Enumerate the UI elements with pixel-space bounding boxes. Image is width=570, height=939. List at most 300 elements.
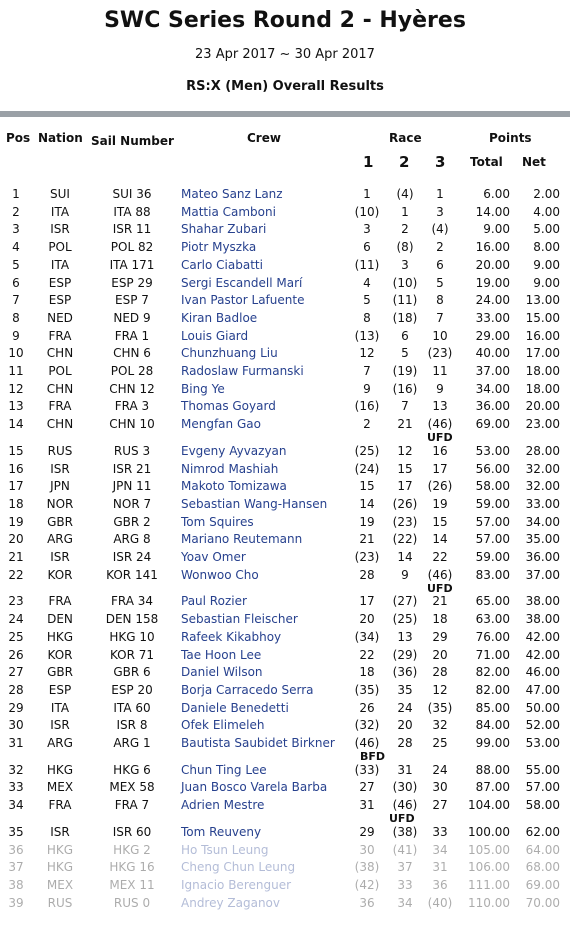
table-row xyxy=(0,274,570,292)
crew-name[interactable]: Piotr Myszka xyxy=(181,240,257,255)
net-points: 35.00 xyxy=(525,532,560,547)
race-2-score: (30) xyxy=(392,780,418,795)
table-row xyxy=(0,309,570,327)
total-points: 106.00 xyxy=(468,860,510,875)
crew-name[interactable]: Makoto Tomizawa xyxy=(181,479,287,494)
net-points: 17.00 xyxy=(525,346,560,361)
total-points: 65.00 xyxy=(475,594,510,609)
race-1-score: 7 xyxy=(363,364,371,378)
position-cell: 29 xyxy=(8,700,24,715)
total-points: 88.00 xyxy=(475,762,510,777)
race-3-score: 32 xyxy=(432,718,448,733)
net-points: 42.00 xyxy=(525,629,560,644)
table-row xyxy=(0,362,570,380)
crew-name[interactable]: Adrien Mestre xyxy=(181,798,265,813)
sail-number-cell: ESP 7 xyxy=(115,293,149,308)
table-row xyxy=(0,256,570,274)
col-header-sail-number: Sail Number xyxy=(91,134,174,148)
table-row xyxy=(0,415,570,433)
total-points: 6.00 xyxy=(483,187,510,201)
race-3-score: (40) xyxy=(427,895,453,910)
total-points: 58.00 xyxy=(475,479,510,494)
total-points: 84.00 xyxy=(475,718,510,733)
race-1-score: 22 xyxy=(359,647,375,662)
net-points: 13.00 xyxy=(525,293,560,308)
nation-cell: HKG xyxy=(46,860,74,875)
nation-cell: ISR xyxy=(50,824,70,839)
net-points: 52.00 xyxy=(525,718,560,733)
nation-cell: ARG xyxy=(47,532,73,547)
race-2-score: 13 xyxy=(397,629,413,644)
crew-name[interactable]: Mengfan Gao xyxy=(181,417,261,432)
total-points: 57.00 xyxy=(475,514,510,529)
nation-cell: GBR xyxy=(47,665,73,680)
crew-name[interactable]: Borja Carracedo Serra xyxy=(181,682,314,697)
total-points: 82.00 xyxy=(475,682,510,697)
table-row xyxy=(0,397,570,415)
race-2-score: (4) xyxy=(396,187,414,201)
total-points: 36.00 xyxy=(475,399,510,414)
race-1-score: 3 xyxy=(363,222,371,237)
sail-number-cell: CHN 10 xyxy=(109,417,155,432)
crew-name[interactable]: Wonwoo Cho xyxy=(181,567,259,582)
total-points: 57.00 xyxy=(475,532,510,547)
table-row xyxy=(0,761,570,779)
sail-number-cell: KOR 141 xyxy=(106,567,158,582)
total-points: 34.00 xyxy=(475,381,510,396)
race-2-score: 28 xyxy=(397,736,413,750)
crew-name[interactable]: Rafeek Kikabhoy xyxy=(181,629,282,644)
table-row xyxy=(0,646,570,664)
race-3-score: 9 xyxy=(436,381,444,396)
race-2-score: 17 xyxy=(397,479,413,494)
table-row xyxy=(0,344,570,362)
net-points: 2.00 xyxy=(533,187,560,201)
race-3-score: (35) xyxy=(427,700,453,715)
total-points: 83.00 xyxy=(475,567,510,582)
nation-cell: ISR xyxy=(50,222,70,237)
table-row xyxy=(0,858,570,876)
position-cell: 27 xyxy=(8,665,24,680)
crew-name[interactable]: Bing Ye xyxy=(181,381,225,396)
sail-number-cell: HKG 2 xyxy=(113,842,151,857)
net-points: 9.00 xyxy=(533,275,560,290)
total-points: 99.00 xyxy=(475,736,510,750)
position-cell: 34 xyxy=(8,798,24,813)
nation-cell: RUS xyxy=(47,895,73,910)
position-cell: 19 xyxy=(8,514,24,529)
net-points: 46.00 xyxy=(525,665,560,680)
race-2-score: (26) xyxy=(392,496,418,511)
table-row xyxy=(0,220,570,238)
position-cell: 5 xyxy=(12,257,20,272)
race-1-score: (25) xyxy=(354,443,380,458)
race-2-score: 14 xyxy=(397,550,413,564)
crew-name[interactable]: Bautista Saubidet Birkner xyxy=(181,736,335,750)
race-1-score: 9 xyxy=(363,381,371,396)
table-row xyxy=(0,778,570,796)
nation-cell: ESP xyxy=(48,682,72,697)
sail-number-cell: ISR 21 xyxy=(112,461,152,476)
race-2-score: (16) xyxy=(392,381,418,396)
crew-name[interactable]: Radoslaw Furmanski xyxy=(181,364,304,378)
race-1-score: 4 xyxy=(363,275,371,290)
race-2-score: 34 xyxy=(397,895,413,910)
total-points: 104.00 xyxy=(468,798,510,813)
race-3-score: (26) xyxy=(427,479,453,494)
event-dates: 23 Apr 2017 ~ 30 Apr 2017 xyxy=(195,47,375,62)
nation-cell: GBR xyxy=(47,514,73,529)
crew-name[interactable]: Kiran Badloe xyxy=(181,310,258,325)
race-1-score: 17 xyxy=(359,594,375,609)
sail-number-cell: ARG 1 xyxy=(113,736,151,750)
net-points: 34.00 xyxy=(525,514,560,529)
race-2-score: (27) xyxy=(392,594,418,609)
race-3-score: 14 xyxy=(432,532,448,547)
race-1-score: 14 xyxy=(359,496,375,511)
crew-name[interactable]: Evgeny Ayvazyan xyxy=(181,443,287,458)
race-2-score: 12 xyxy=(397,443,413,458)
col-header-total: Total xyxy=(470,155,503,169)
net-points: 36.00 xyxy=(525,550,560,564)
nation-cell: ARG xyxy=(47,736,73,750)
nation-cell: ESP xyxy=(48,293,72,308)
race-1-score: 28 xyxy=(359,567,375,582)
crew-name[interactable]: Andrey Zaganov xyxy=(181,895,280,910)
crew-name[interactable]: Paul Rozier xyxy=(181,594,247,609)
race-3-score: 5 xyxy=(436,275,444,290)
race-1-score: 27 xyxy=(359,780,375,795)
col-header-nation: Nation xyxy=(38,131,83,145)
race-3-score: 18 xyxy=(432,612,448,627)
table-row xyxy=(0,823,570,841)
race-1-score: 1 xyxy=(363,187,371,201)
nation-cell: ISR xyxy=(50,550,70,564)
race-1-score: 5 xyxy=(363,293,371,308)
col-header-race-2: 2 xyxy=(399,153,410,171)
race-2-score: 6 xyxy=(401,328,409,343)
race-1-score: 30 xyxy=(359,842,375,857)
sail-number-cell: FRA 34 xyxy=(110,594,154,609)
position-cell: 35 xyxy=(8,824,24,839)
race-1-score: (33) xyxy=(354,762,380,777)
sail-number-cell: ISR 60 xyxy=(112,824,152,839)
net-points: 8.00 xyxy=(533,240,560,255)
race-2-score: 24 xyxy=(397,700,413,715)
crew-name[interactable]: Carlo Ciabatti xyxy=(181,257,263,272)
sail-number-cell: ISR 11 xyxy=(112,222,152,237)
sail-number-cell: ISR 24 xyxy=(112,550,152,564)
net-points: 42.00 xyxy=(525,647,560,662)
race-1-score: 2 xyxy=(363,417,371,432)
col-header-crew: Crew xyxy=(247,131,281,145)
net-points: 50.00 xyxy=(525,700,560,715)
net-points: 20.00 xyxy=(525,399,560,414)
net-points: 62.00 xyxy=(525,824,560,839)
position-cell: 12 xyxy=(8,381,24,396)
sail-number-cell: DEN 158 xyxy=(105,612,159,627)
total-points: 105.00 xyxy=(468,842,510,857)
table-row xyxy=(0,495,570,513)
race-2-score: 9 xyxy=(401,567,409,582)
total-points: 56.00 xyxy=(475,461,510,476)
race-3-score: 30 xyxy=(432,780,448,795)
table-row xyxy=(0,681,570,699)
race-2-score: (10) xyxy=(392,275,418,290)
race-3-score: 6 xyxy=(436,257,444,272)
nation-cell: CHN xyxy=(46,346,74,361)
crew-name[interactable]: Sebastian Fleischer xyxy=(181,612,298,627)
col-header-race-3: 3 xyxy=(435,153,446,171)
table-row xyxy=(0,460,570,478)
nation-cell: CHN xyxy=(46,417,74,432)
total-points: 87.00 xyxy=(475,780,510,795)
col-header-net: Net xyxy=(522,155,546,169)
nation-cell: ISR xyxy=(50,718,70,733)
race-3-score: 8 xyxy=(436,293,444,308)
net-points: 23.00 xyxy=(525,417,560,432)
position-cell: 33 xyxy=(8,780,24,795)
total-points: 14.00 xyxy=(475,204,510,219)
header-divider xyxy=(0,111,570,117)
crew-name[interactable]: Yoav Omer xyxy=(181,550,246,564)
nation-cell: KOR xyxy=(47,647,73,662)
race-3-score: 24 xyxy=(432,762,448,777)
page-title: SWC Series Round 2 - Hyères xyxy=(104,8,466,33)
position-cell: 18 xyxy=(8,496,24,511)
crew-name[interactable]: Nimrod Mashiah xyxy=(181,461,279,476)
crew-name[interactable]: Ivan Pastor Lafuente xyxy=(181,293,305,308)
sail-number-cell: ISR 8 xyxy=(116,718,148,733)
col-header-race-1: 1 xyxy=(363,153,374,171)
nation-cell: NED xyxy=(47,310,73,325)
net-points: 47.00 xyxy=(525,682,560,697)
crew-name[interactable]: Thomas Goyard xyxy=(181,399,276,414)
race-2-score: 20 xyxy=(397,718,413,733)
race-3-score: 36 xyxy=(432,877,448,892)
race-1-score: 21 xyxy=(359,532,375,547)
position-cell: 28 xyxy=(8,682,24,697)
crew-name[interactable]: Mariano Reutemann xyxy=(181,532,303,547)
total-points: 19.00 xyxy=(475,275,510,290)
table-row xyxy=(0,380,570,398)
sail-number-cell: MEX 58 xyxy=(109,780,155,795)
penalty-code: BFD xyxy=(360,750,386,763)
total-points: 71.00 xyxy=(475,647,510,662)
position-cell: 4 xyxy=(12,240,20,255)
nation-cell: KOR xyxy=(47,567,73,582)
race-3-score: 11 xyxy=(432,364,448,378)
total-points: 82.00 xyxy=(475,665,510,680)
table-row xyxy=(0,592,570,610)
table-row xyxy=(0,238,570,256)
net-points: 4.00 xyxy=(533,204,560,219)
net-points: 15.00 xyxy=(525,310,560,325)
sail-number-cell: NOR 7 xyxy=(112,496,152,511)
position-cell: 16 xyxy=(8,461,24,476)
total-points: 59.00 xyxy=(475,496,510,511)
nation-cell: MEX xyxy=(46,877,74,892)
race-3-score: 19 xyxy=(432,496,448,511)
sail-number-cell: POL 82 xyxy=(110,240,154,255)
net-points: 55.00 xyxy=(525,762,560,777)
sail-number-cell: SUI 36 xyxy=(112,187,152,201)
total-points: 76.00 xyxy=(475,629,510,644)
crew-name[interactable]: Tom Squires xyxy=(181,514,254,529)
table-row xyxy=(0,628,570,646)
position-cell: 30 xyxy=(8,718,24,733)
penalty-code: UFD xyxy=(389,812,415,826)
position-cell: 1 xyxy=(12,187,20,201)
sail-number-cell: FRA 7 xyxy=(114,798,150,813)
race-2-score: (22) xyxy=(392,532,418,547)
crew-name[interactable]: Chun Ting Lee xyxy=(181,762,267,777)
race-2-score: (19) xyxy=(392,364,418,378)
net-points: 69.00 xyxy=(525,877,560,892)
net-points: 38.00 xyxy=(525,594,560,609)
total-points: 69.00 xyxy=(475,417,510,432)
crew-name[interactable]: Mateo Sanz Lanz xyxy=(181,187,283,201)
race-1-score: 8 xyxy=(363,310,371,325)
total-points: 85.00 xyxy=(475,700,510,715)
penalty-code: UFD xyxy=(427,431,453,445)
table-row xyxy=(0,610,570,628)
race-1-score: 29 xyxy=(359,824,375,839)
table-row xyxy=(0,291,570,309)
race-3-score: 2 xyxy=(436,240,444,255)
crew-name[interactable]: Shahar Zubari xyxy=(181,222,267,237)
sail-number-cell: NED 9 xyxy=(113,310,151,325)
position-cell: 11 xyxy=(8,364,24,378)
nation-cell: FRA xyxy=(48,594,72,609)
race-1-score: 31 xyxy=(359,798,375,813)
penalty-code: UFD xyxy=(427,581,453,595)
sail-number-cell: HKG 16 xyxy=(109,860,155,875)
race-2-score: (23) xyxy=(392,514,418,529)
table-row xyxy=(0,841,570,859)
nation-cell: HKG xyxy=(46,629,74,644)
position-cell: 31 xyxy=(8,736,24,750)
sail-number-cell: ITA 171 xyxy=(109,257,155,272)
table-row xyxy=(0,566,570,584)
table-row xyxy=(0,185,570,203)
race-2-score: (8) xyxy=(396,240,414,255)
crew-name[interactable]: Ofek Elimeleh xyxy=(181,718,265,733)
sail-number-cell: ARG 8 xyxy=(113,532,151,547)
net-points: 57.00 xyxy=(525,780,560,795)
position-cell: 21 xyxy=(8,550,24,564)
total-points: 53.00 xyxy=(475,443,510,458)
crew-name[interactable]: Mattia Camboni xyxy=(181,204,276,219)
sail-number-cell: ITA 60 xyxy=(113,700,151,715)
position-cell: 6 xyxy=(12,275,20,290)
race-1-score: 6 xyxy=(363,240,371,255)
crew-name[interactable]: Sebastian Wang-Hansen xyxy=(181,496,328,511)
race-2-score: 15 xyxy=(397,461,413,476)
position-cell: 8 xyxy=(12,310,20,325)
race-2-score: 37 xyxy=(397,860,413,875)
race-3-score: 17 xyxy=(432,461,448,476)
table-row xyxy=(0,477,570,495)
race-1-score: (16) xyxy=(354,399,380,414)
crew-name[interactable]: Daniele Benedetti xyxy=(181,700,289,715)
crew-name[interactable]: Tom Reuveny xyxy=(181,824,262,839)
net-points: 9.00 xyxy=(533,257,560,272)
race-2-score: 21 xyxy=(397,417,413,432)
col-header-points: Points xyxy=(489,131,532,145)
race-2-score: 7 xyxy=(401,399,409,414)
position-cell: 39 xyxy=(8,895,24,910)
total-points: 110.00 xyxy=(468,895,510,910)
crew-name[interactable]: Chunzhuang Liu xyxy=(181,346,278,361)
race-2-score: 1 xyxy=(401,204,409,219)
net-points: 16.00 xyxy=(525,328,560,343)
nation-cell: ESP xyxy=(48,275,72,290)
race-2-score: 3 xyxy=(401,257,409,272)
crew-name[interactable]: Cheng Chun Leung xyxy=(181,860,296,875)
race-2-score: (46) xyxy=(392,798,418,813)
position-cell: 26 xyxy=(8,647,24,662)
race-1-score: 36 xyxy=(359,895,375,910)
net-points: 38.00 xyxy=(525,612,560,627)
table-row xyxy=(0,734,570,752)
sail-number-cell: ESP 29 xyxy=(111,275,153,290)
net-points: 70.00 xyxy=(525,895,560,910)
sail-number-cell: FRA 3 xyxy=(114,399,150,414)
crew-name[interactable]: Daniel Wilson xyxy=(181,665,263,680)
race-2-score: (29) xyxy=(392,647,418,662)
position-cell: 10 xyxy=(8,346,24,361)
position-cell: 17 xyxy=(8,479,24,494)
crew-name[interactable]: Tae Hoon Lee xyxy=(181,647,262,662)
race-3-score: 28 xyxy=(432,665,448,680)
table-row xyxy=(0,203,570,221)
sail-number-cell: HKG 6 xyxy=(113,762,151,777)
race-3-score: (46) xyxy=(427,567,453,582)
race-2-score: 5 xyxy=(401,346,409,361)
total-points: 33.00 xyxy=(475,310,510,325)
table-row xyxy=(0,327,570,345)
total-points: 24.00 xyxy=(475,293,510,308)
crew-name[interactable]: Louis Giard xyxy=(181,328,249,343)
nation-cell: SUI xyxy=(50,187,70,201)
net-points: 33.00 xyxy=(525,496,560,511)
race-2-score: (38) xyxy=(392,824,418,839)
total-points: 111.00 xyxy=(468,877,510,892)
sail-number-cell: FRA 1 xyxy=(114,328,150,343)
total-points: 63.00 xyxy=(475,612,510,627)
table-row xyxy=(0,530,570,548)
race-3-score: 29 xyxy=(432,629,448,644)
race-1-score: (32) xyxy=(354,718,380,733)
table-row xyxy=(0,894,570,912)
net-points: 64.00 xyxy=(525,842,560,857)
total-points: 16.00 xyxy=(475,240,510,255)
race-1-score: (35) xyxy=(354,682,380,697)
position-cell: 20 xyxy=(8,532,24,547)
race-1-score: 12 xyxy=(359,346,375,361)
nation-cell: NOR xyxy=(46,496,74,511)
crew-name[interactable]: Ignacio Berenguer xyxy=(181,877,292,892)
race-2-score: 2 xyxy=(401,222,409,237)
crew-name[interactable]: Juan Bosco Varela Barba xyxy=(181,780,328,795)
race-3-score: 1 xyxy=(436,187,444,201)
nation-cell: POL xyxy=(48,364,72,378)
net-points: 18.00 xyxy=(525,364,560,378)
crew-name[interactable]: Ho Tsun Leung xyxy=(181,842,269,857)
crew-name[interactable]: Sergi Escandell Marí xyxy=(181,275,303,290)
position-cell: 36 xyxy=(8,842,24,857)
